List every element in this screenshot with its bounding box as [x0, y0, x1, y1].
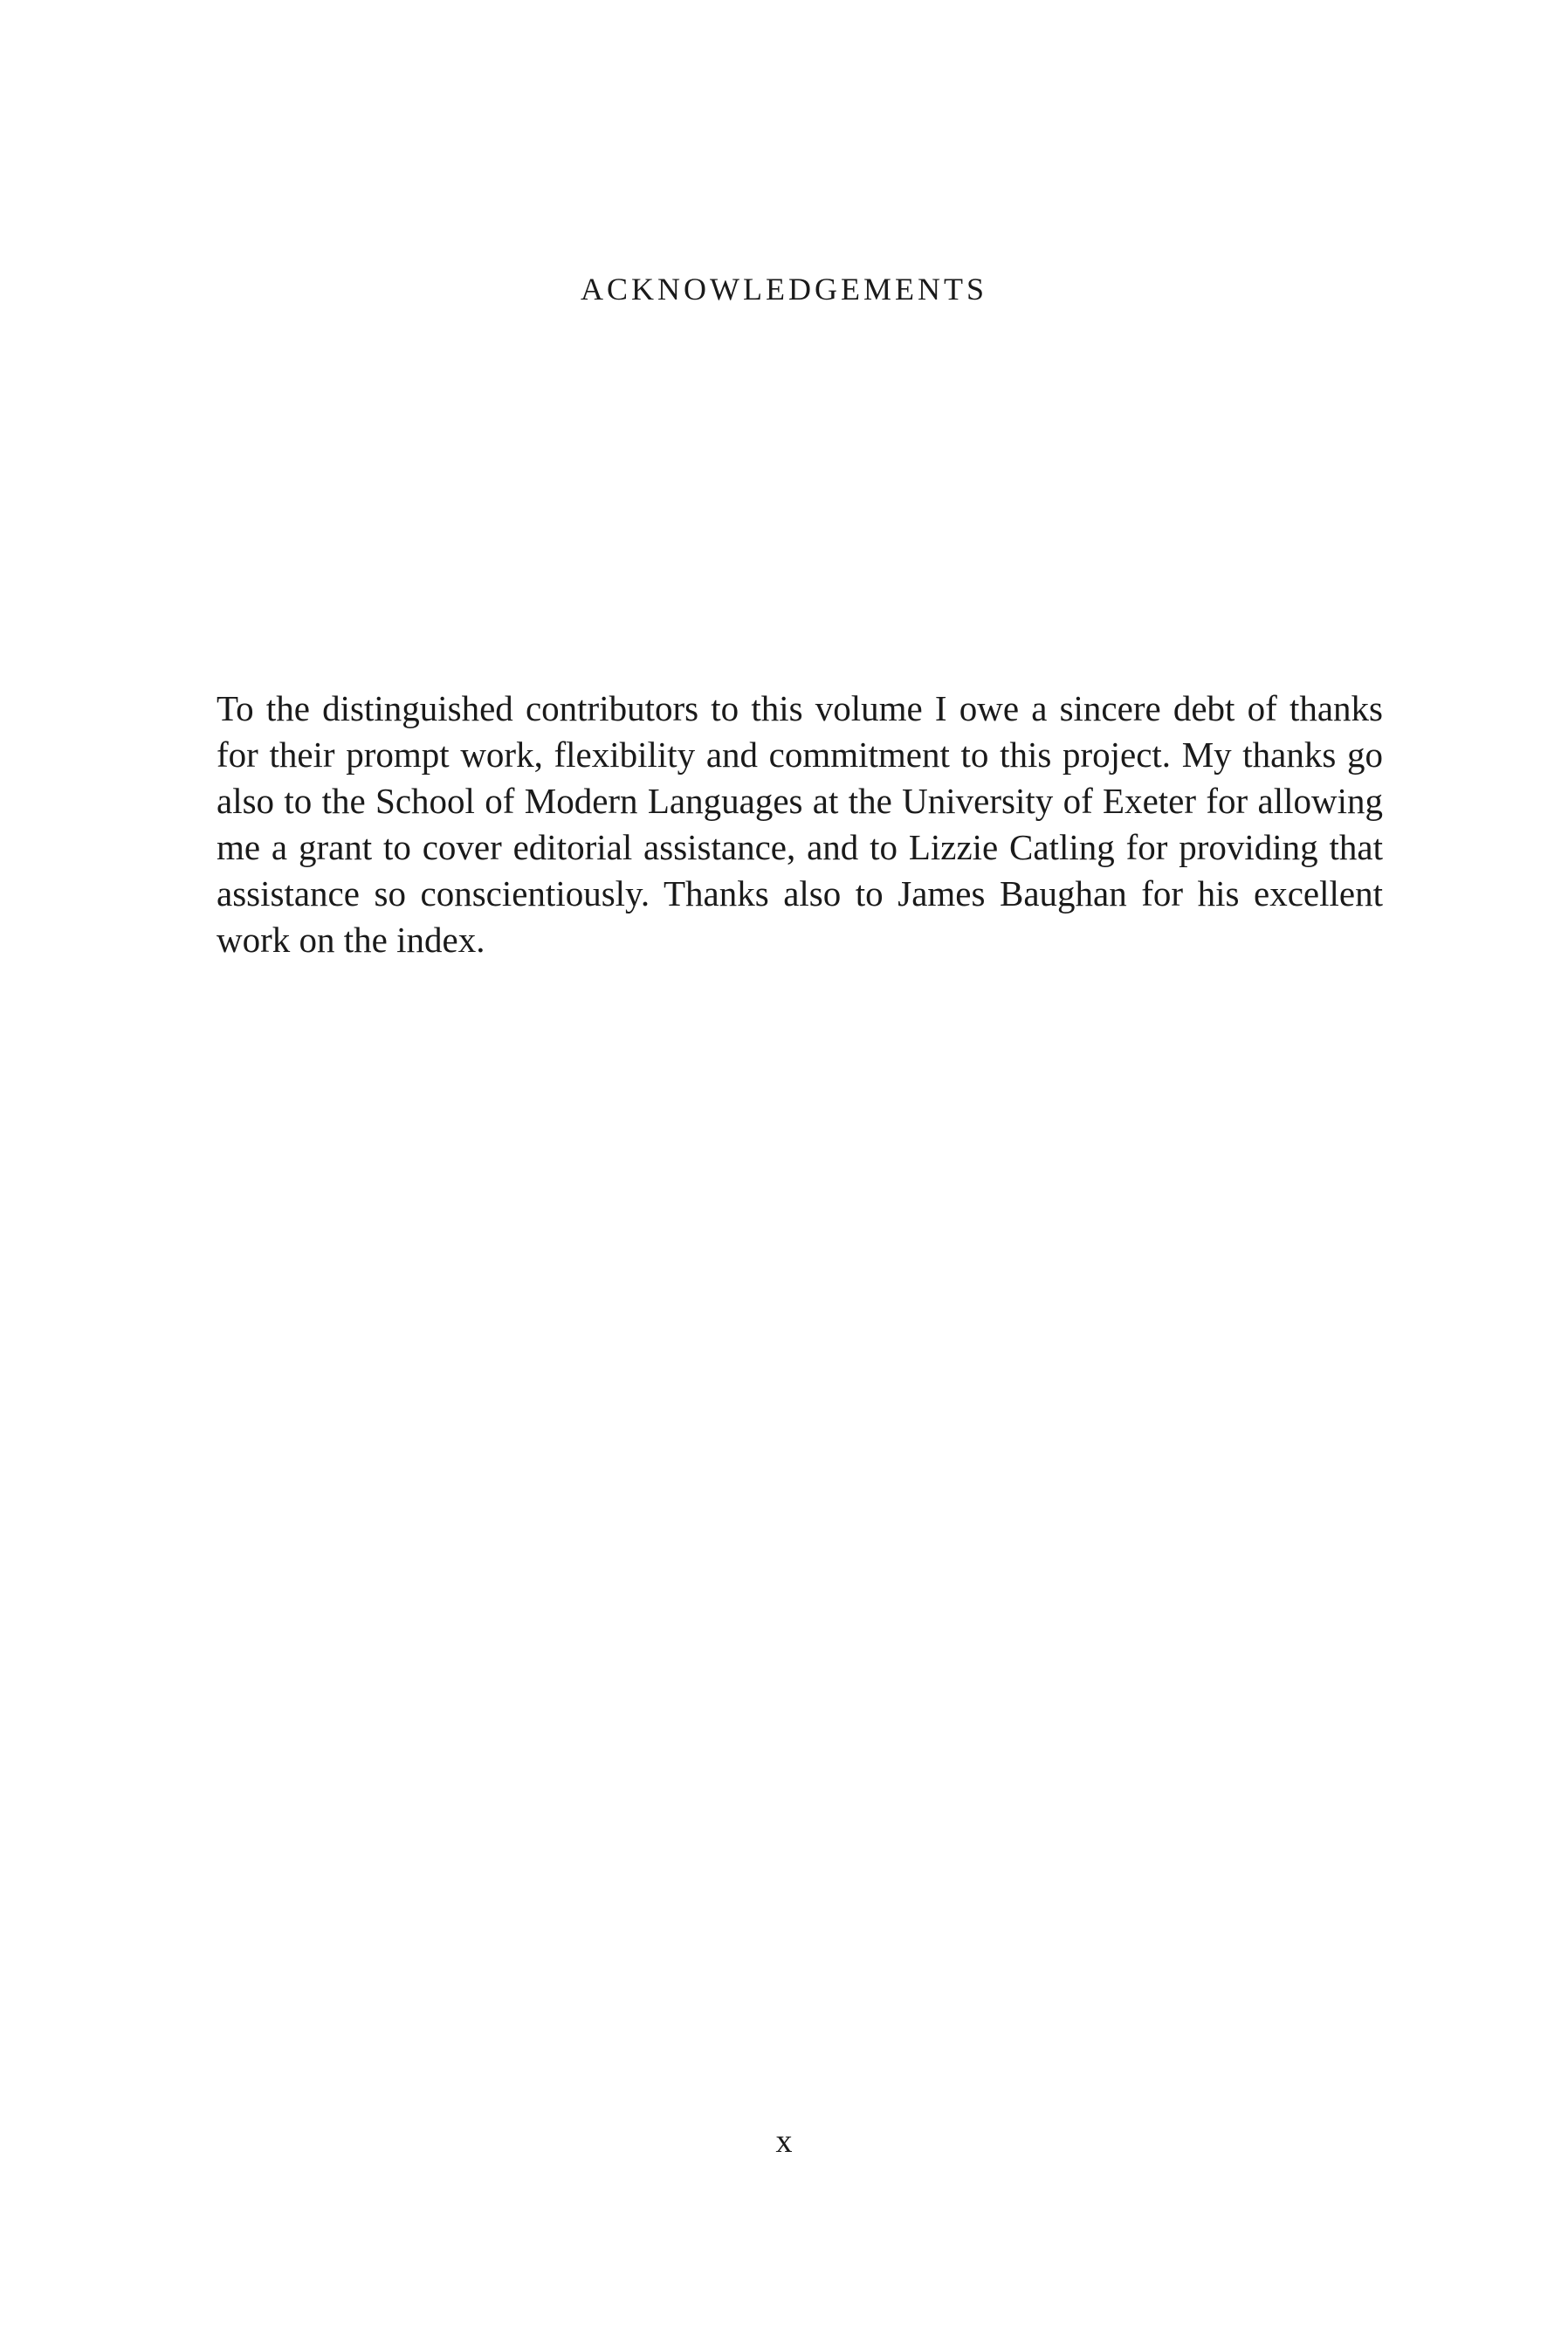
page-number: x — [775, 2123, 793, 2160]
page-heading: ACKNOWLEDGEMENTS — [581, 272, 987, 307]
acknowledgements-paragraph: To the distinguished contributors to this volume I owe a sincere debt of thanks for their prompt work, flexibility and commitment to this project. My thanks go also to the School of Modern Languages at the University of Exeter for allowing me a grant to cover editorial assistance, and to Lizzie Catling for providing that assistance so conscientiously. Thanks also to James Baughan for his excellent work on the index. — [217, 688, 1383, 960]
